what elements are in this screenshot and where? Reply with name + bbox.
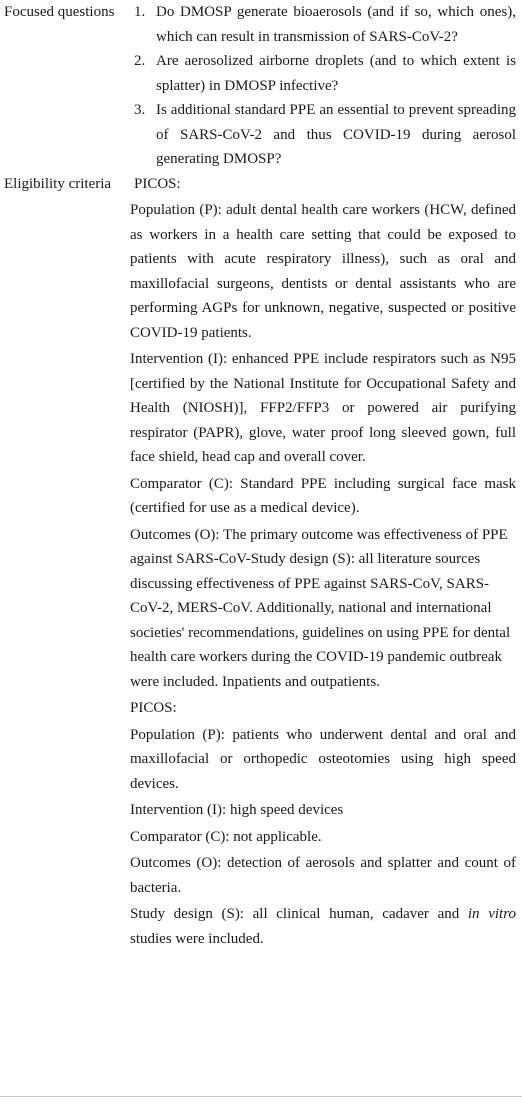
study-design-paragraph — [130, 902, 516, 951]
row-label-eligibility-criteria: Eligibility criteria — [4, 175, 112, 192]
table-bottom-rule — [0, 1096, 522, 1097]
outcomes-paragraph: Outcomes (O): detection of aerosols and splatter and count of bacteria. — [130, 855, 516, 896]
question-number: 3. — [134, 102, 146, 118]
outcomes-paragraph: Outcomes (O): The primary outcome was effectiveness of PPE against SARS-CoV-Study design (S): all literature sources discussing effectiveness of PPE against SARS-CoV, SARS-CoV-2, MERS-CoV. Additionally, national and international societies' recommendations, guidelines on using PPE for dental health care workers during the COVID-19 pandemic outbreak were included. Inpatients and outpatients. — [130, 526, 511, 690]
population-paragraph: Population (P): patients who underwent dental and oral and maxillofacial or orthopedic osteotomies using high speed devices. — [130, 726, 516, 792]
study-design-text-end: studies were included. — [130, 930, 264, 947]
population-paragraph: Population (P): adult dental health care workers (HCW, defined as workers in a health care setting that could be exposed to patients with acute respiratory illness), such as oral and maxillofacial surgeons, dentists or dental assistants who are performing AGPs for unknown, negative, suspected or positive COVID-19 patients. — [130, 202, 516, 341]
study-design-text: Study design (S): all clinical human, cadaver and — [130, 906, 468, 922]
eligibility-criteria-row — [0, 172, 522, 954]
focused-questions-content — [130, 0, 516, 172]
row-label-focused-questions: Focused questions — [4, 4, 115, 20]
question-item — [130, 49, 516, 98]
questions-list — [130, 0, 516, 172]
question-text: Is additional standard PPE an essential to prevent spreading of SARS-CoV-2 and thus COVID-19 during aerosol generating DMOSP? — [156, 102, 516, 167]
question-text: Do DMOSP generate bioaerosols (and if so, which ones), which can result in transmission of SARS-CoV-2? — [156, 4, 516, 45]
study-design-italic: in vitro — [467, 906, 516, 922]
intervention-paragraph: Intervention (I): enhanced PPE include respirators such as N95 [certified by the National Institute for Occupational Safety and Health (NIOSH)], FFP2/FFP3 or powered air purifying respirator (PAPR), glove, water proof long sleeved gown, full face shield, head cap and overall cover. — [130, 351, 516, 465]
question-number: 1. — [134, 4, 146, 20]
picos-heading: PICOS: — [134, 175, 181, 192]
eligibility-criteria-content — [130, 172, 516, 954]
focused-questions-row — [0, 0, 522, 172]
comparator-paragraph: Comparator (C): not applicable. — [130, 828, 322, 845]
question-item — [130, 98, 516, 172]
question-text: Are aerosolized airborne droplets (and to which extent is splatter) in DMOSP infective? — [156, 53, 516, 94]
question-item — [130, 0, 516, 49]
comparator-paragraph: Comparator (C): Standard PPE including surgical face mask (certified for use as a medical device). — [130, 475, 516, 516]
picos-heading: PICOS: — [130, 700, 177, 716]
intervention-paragraph: Intervention (I): high speed devices — [130, 802, 344, 818]
question-number: 2. — [134, 53, 146, 69]
